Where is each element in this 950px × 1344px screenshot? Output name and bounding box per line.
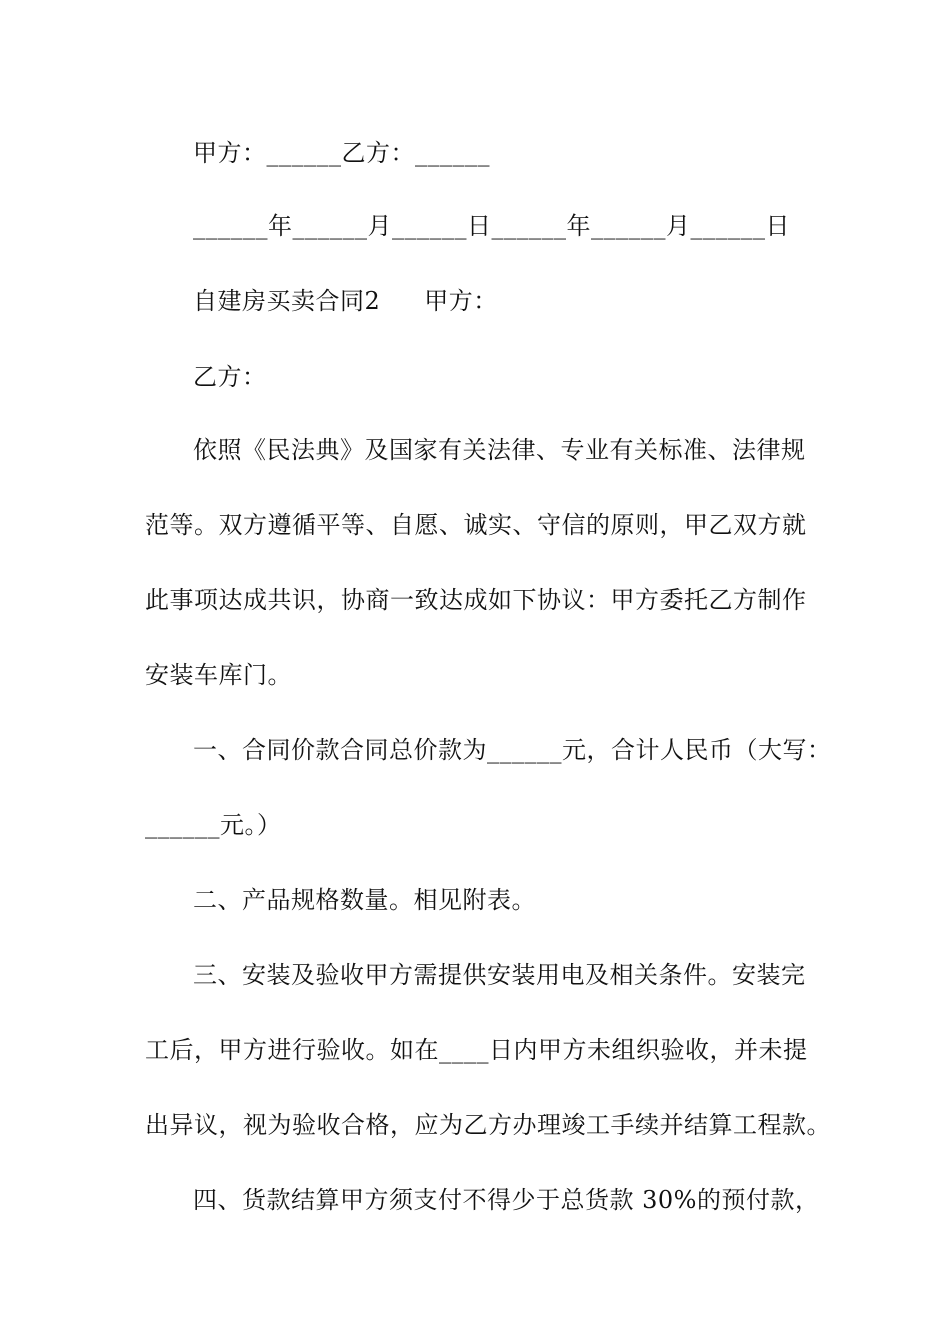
paragraph-line: 依照《民法典》及国家有关法律、专业有关标准、法律规 <box>193 436 806 464</box>
paragraph-line: 此事项达成共识，协商一致达成如下协议：甲方委托乙方制作 <box>145 586 807 614</box>
paragraph-line: 范等。双方遵循平等、自愿、诚实、守信的原则，甲乙双方就 <box>145 511 807 539</box>
paragraph-line: 安装车库门。 <box>145 661 292 689</box>
clause-line: 四、货款结算甲方须支付不得少于总货款 30%的预付款， <box>193 1186 820 1214</box>
signature-party-line: 甲方：______乙方：______ <box>193 139 490 167</box>
party-b-label: 乙方： <box>193 363 267 391</box>
clause-line: 二、产品规格数量。相见附表。 <box>193 886 536 914</box>
clause-line: 工后，甲方进行验收。如在____日内甲方未组织验收，并未提 <box>145 1036 808 1064</box>
clause-line: 一、合同价款合同总价款为______元，合计人民币（大写： <box>193 736 832 764</box>
contract-title: 自建房买卖合同2 <box>193 287 381 315</box>
signature-date-line: ______年______月______日______年______月______日 <box>193 212 790 240</box>
clause-line: ______元。） <box>145 811 282 839</box>
contract-title-line <box>193 285 873 317</box>
party-a-label: 甲方： <box>424 287 498 315</box>
clause-line: 三、安装及验收甲方需提供安装用电及相关条件。安装完 <box>193 961 806 989</box>
clause-line: 出异议，视为验收合格，应为乙方办理竣工手续并结算工程款。 <box>145 1111 831 1139</box>
